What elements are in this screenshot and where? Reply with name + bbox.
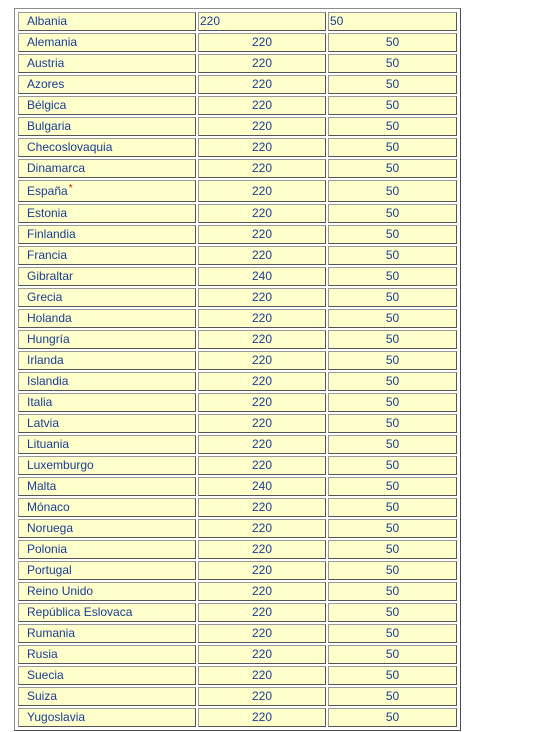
table-row: [18, 225, 457, 244]
table-row: [18, 288, 457, 307]
table-row: [18, 12, 457, 31]
frequency-cell: 50: [328, 75, 457, 94]
country-cell: [18, 225, 196, 244]
frequency-cell: 50: [328, 519, 457, 538]
frequency-cell: 50: [328, 561, 457, 580]
frequency-cell: 50: [328, 645, 457, 664]
table-row: [18, 624, 457, 643]
country-name: Albania: [27, 14, 68, 28]
country-name: República Eslovaca: [27, 605, 133, 619]
voltage-cell: 220: [198, 624, 326, 643]
country-name: Bélgica: [27, 98, 67, 112]
voltage-cell: 220: [198, 414, 326, 433]
country-name: Irlanda: [27, 353, 64, 367]
voltage-cell: 220: [198, 372, 326, 391]
country-name: Gibraltar: [27, 269, 74, 283]
voltage-cell: 220: [198, 393, 326, 412]
table-row: [18, 582, 457, 601]
voltage-cell: 220: [198, 180, 326, 202]
voltage-cell: 220: [198, 96, 326, 115]
table-row: [18, 645, 457, 664]
country-name: Rusia: [27, 647, 58, 661]
table-row: [18, 351, 457, 370]
country-name: Grecia: [27, 290, 63, 304]
country-cell: [18, 519, 196, 538]
table-row: [18, 603, 457, 622]
frequency-cell: 50: [328, 12, 457, 31]
table-row: [18, 309, 457, 328]
voltage-cell: 220: [198, 435, 326, 454]
frequency-cell: 50: [328, 267, 457, 286]
country-name: Reino Unido: [27, 584, 94, 598]
country-name: Azores: [27, 77, 65, 91]
country-name: España: [27, 183, 68, 198]
voltage-cell: 220: [198, 330, 326, 349]
voltage-cell: 220: [198, 33, 326, 52]
frequency-cell: 50: [328, 246, 457, 265]
country-name: Finlandia: [27, 227, 76, 241]
country-cell: [18, 708, 196, 727]
table-row: [18, 540, 457, 559]
frequency-cell: 50: [328, 288, 457, 307]
voltage-cell: 220: [198, 645, 326, 664]
country-cell: [18, 624, 196, 643]
country-cell: [18, 246, 196, 265]
table-row: [18, 267, 457, 286]
frequency-cell: 50: [328, 54, 457, 73]
table-row: [18, 54, 457, 73]
frequency-cell: 50: [328, 393, 457, 412]
voltage-cell: 220: [198, 159, 326, 178]
frequency-cell: 50: [328, 708, 457, 727]
country-name: Alemania: [27, 35, 78, 49]
country-name: Portugal: [27, 563, 72, 577]
voltage-cell: 220: [198, 540, 326, 559]
table-row: [18, 75, 457, 94]
country-cell: [18, 351, 196, 370]
country-cell: [18, 54, 196, 73]
country-name: Suiza: [27, 689, 58, 703]
country-cell: [18, 96, 196, 115]
country-cell: [18, 666, 196, 685]
voltage-cell: 220: [198, 351, 326, 370]
country-name: Estonia: [27, 206, 68, 220]
voltage-cell: 220: [198, 288, 326, 307]
voltage-cell: 220: [198, 309, 326, 328]
country-name: Holanda: [27, 311, 72, 325]
country-cell: [18, 288, 196, 307]
table-row: [18, 561, 457, 580]
voltage-cell: 220: [198, 75, 326, 94]
frequency-cell: 50: [328, 159, 457, 178]
country-cell: [18, 393, 196, 412]
frequency-cell: 50: [328, 666, 457, 685]
frequency-cell: 50: [328, 456, 457, 475]
country-name: Austria: [27, 56, 65, 70]
country-cell: [18, 12, 196, 31]
voltage-cell: 220: [198, 246, 326, 265]
frequency-cell: 50: [328, 687, 457, 706]
country-name: Bulgaria: [27, 119, 72, 133]
voltage-table: [16, 10, 459, 729]
table-row: [18, 246, 457, 265]
country-cell: [18, 645, 196, 664]
voltage-cell: 220: [198, 561, 326, 580]
frequency-cell: 50: [328, 435, 457, 454]
country-name: Luxemburgo: [27, 458, 94, 472]
frequency-cell: 50: [328, 309, 457, 328]
country-name: Malta: [27, 479, 57, 493]
voltage-cell: 220: [198, 582, 326, 601]
voltage-cell: 220: [198, 666, 326, 685]
table-row: [18, 498, 457, 517]
table-row: [18, 708, 457, 727]
voltage-cell: 220: [198, 204, 326, 223]
country-cell: [18, 372, 196, 391]
frequency-cell: 50: [328, 624, 457, 643]
country-name: Francia: [27, 248, 68, 262]
table-row: [18, 435, 457, 454]
country-cell: [18, 582, 196, 601]
frequency-cell: 50: [328, 372, 457, 391]
frequency-cell: 50: [328, 414, 457, 433]
country-name: Suecia: [27, 668, 64, 682]
country-name: Rumania: [27, 626, 76, 640]
country-name: Dinamarca: [27, 161, 86, 175]
table-row: [18, 33, 457, 52]
voltage-cell: 220: [198, 117, 326, 136]
frequency-cell: 50: [328, 540, 457, 559]
table-row: [18, 159, 457, 178]
table-row: [18, 393, 457, 412]
country-name: Yugoslavia: [27, 710, 86, 724]
frequency-cell: 50: [328, 117, 457, 136]
frequency-cell: 50: [328, 225, 457, 244]
table-row: [18, 666, 457, 685]
country-cell: [18, 117, 196, 136]
frequency-cell: 50: [328, 180, 457, 202]
country-name: Islandia: [27, 374, 69, 388]
country-cell: [18, 561, 196, 580]
table-row: [18, 204, 457, 223]
voltage-cell: 220: [198, 456, 326, 475]
country-name: Checoslovaquia: [27, 140, 113, 154]
voltage-cell: 240: [198, 267, 326, 286]
country-cell: [18, 603, 196, 622]
country-name: Hungría: [27, 332, 70, 346]
voltage-cell: 220: [198, 54, 326, 73]
voltage-cell: 220: [198, 519, 326, 538]
voltage-cell: 220: [198, 138, 326, 157]
table-row: [18, 330, 457, 349]
table-row: [18, 180, 457, 202]
frequency-cell: 50: [328, 582, 457, 601]
country-cell: [18, 180, 196, 202]
frequency-cell: 50: [328, 138, 457, 157]
table-row: [18, 687, 457, 706]
frequency-cell: 50: [328, 498, 457, 517]
frequency-cell: 50: [328, 330, 457, 349]
country-name: Polonia: [27, 542, 68, 556]
voltage-cell: 220: [198, 687, 326, 706]
frequency-cell: 50: [328, 204, 457, 223]
country-cell: [18, 267, 196, 286]
country-cell: [18, 159, 196, 178]
table-row: [18, 477, 457, 496]
country-name: Latvia: [27, 416, 60, 430]
country-name: Noruega: [27, 521, 74, 535]
frequency-cell: 50: [328, 603, 457, 622]
footnote-marker: *: [68, 182, 73, 194]
frequency-cell: 50: [328, 96, 457, 115]
table-row: [18, 372, 457, 391]
table-row: [18, 138, 457, 157]
country-cell: [18, 456, 196, 475]
frequency-cell: 50: [328, 477, 457, 496]
table-row: [18, 96, 457, 115]
table-row: [18, 414, 457, 433]
voltage-cell: 220: [198, 225, 326, 244]
country-cell: [18, 204, 196, 223]
country-cell: [18, 33, 196, 52]
table-row: [18, 519, 457, 538]
country-name: Mónaco: [27, 500, 70, 514]
country-cell: [18, 540, 196, 559]
country-cell: [18, 687, 196, 706]
country-cell: [18, 435, 196, 454]
voltage-cell: 220: [198, 12, 326, 31]
voltage-table-body: [18, 12, 457, 727]
frequency-cell: 50: [328, 351, 457, 370]
country-cell: [18, 138, 196, 157]
country-name: Italia: [27, 395, 53, 409]
table-row: [18, 117, 457, 136]
voltage-cell: 220: [198, 708, 326, 727]
country-cell: [18, 498, 196, 517]
country-cell: [18, 75, 196, 94]
voltage-cell: 220: [198, 498, 326, 517]
country-cell: [18, 309, 196, 328]
country-name: Lituania: [27, 437, 70, 451]
country-cell: [18, 330, 196, 349]
table-row: [18, 456, 457, 475]
frequency-cell: 50: [328, 33, 457, 52]
country-cell: [18, 477, 196, 496]
country-cell: [18, 414, 196, 433]
voltage-cell: 220: [198, 603, 326, 622]
voltage-cell: 240: [198, 477, 326, 496]
voltage-table-frame: [14, 8, 461, 731]
